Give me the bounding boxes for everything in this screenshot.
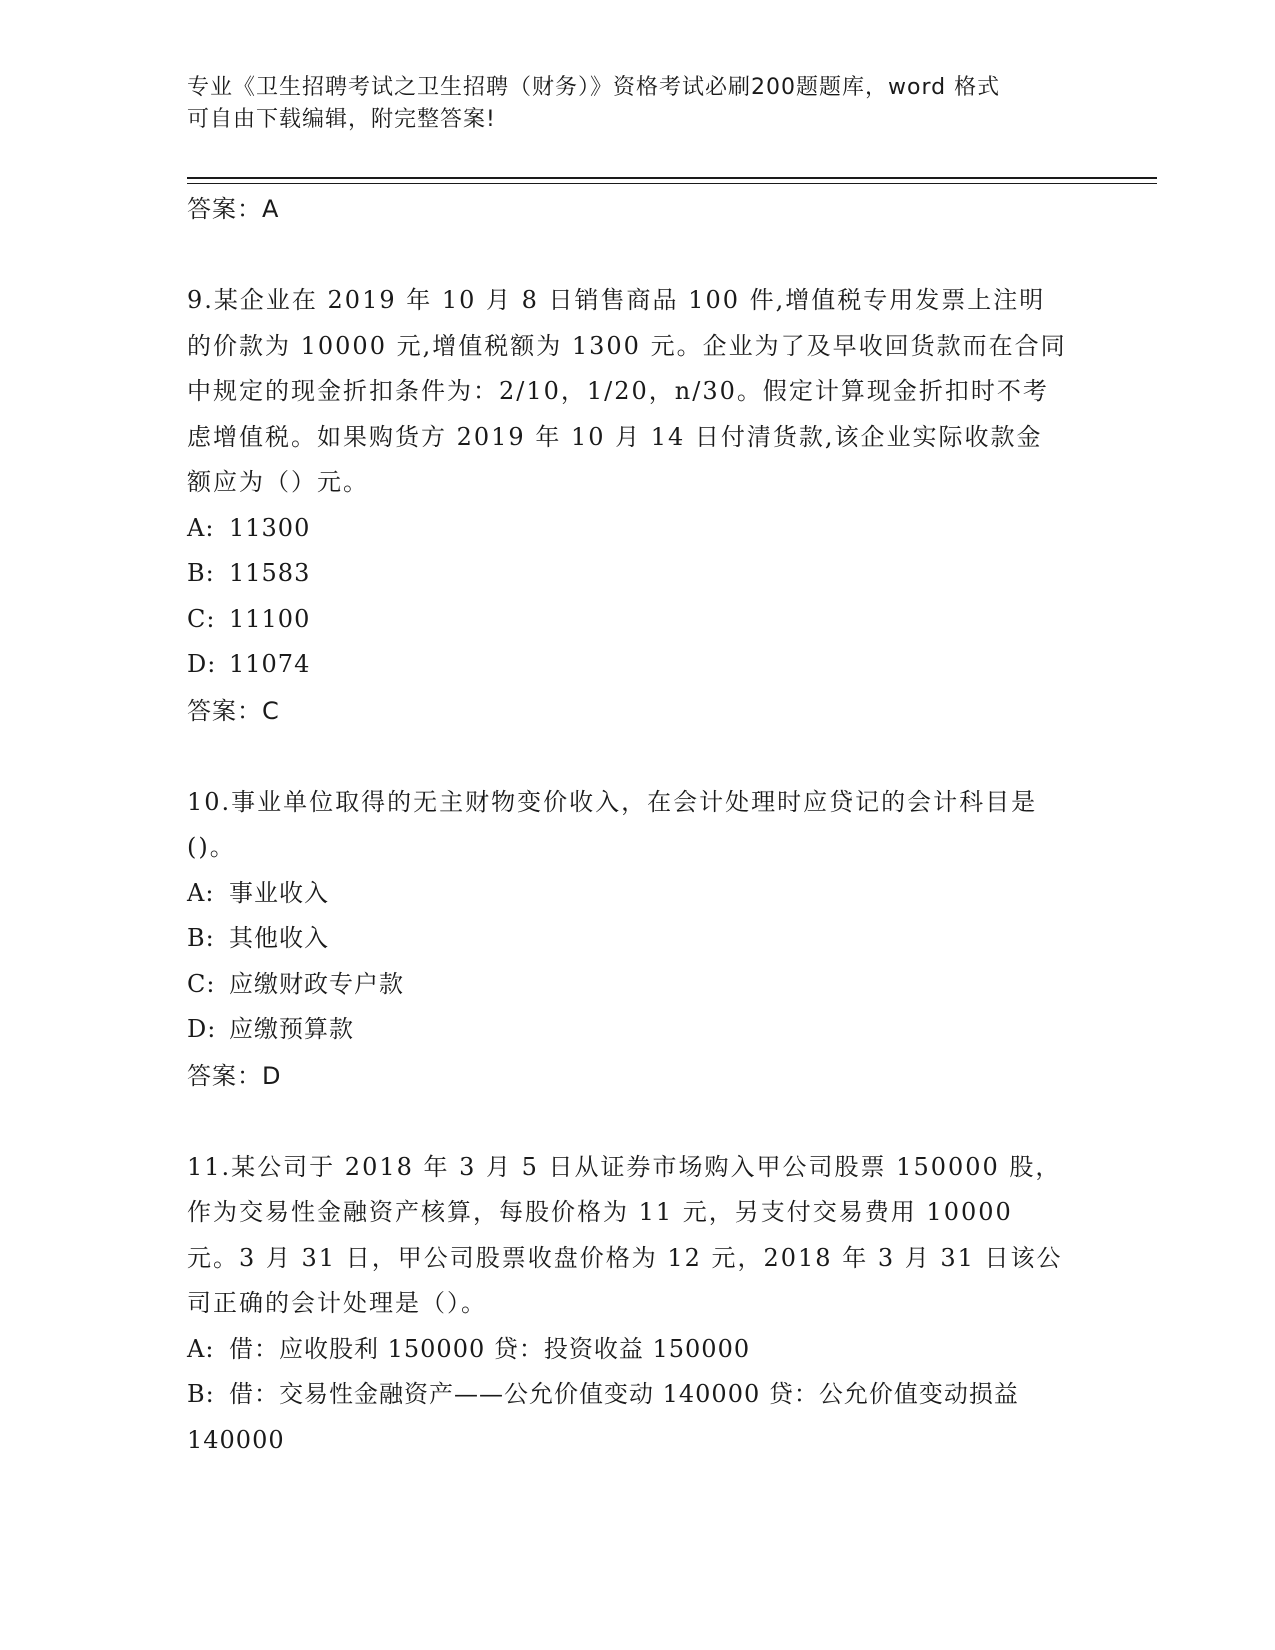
question-text: 11.某公司于 2018 年 3 月 5 日从证券市场购入甲公司股票 150000 股，作为交易性金融资产核算，每股价格为 11 元，另支付交易费用 10000 元。3 月 31 日，甲公司股票收盘价格为 12 元，2018 年 3 月 31 日该公司正确的会计处理是（）。 (187, 1152, 1063, 1317)
answer-value: D (262, 1061, 282, 1090)
option-text: 其他收入 (229, 924, 329, 952)
option-a (187, 506, 1067, 552)
option-text: 借：交易性金融资产——公允价值变动 140000 贷：公允价值变动损益 140000 (187, 1380, 1019, 1454)
option-letter: B: (187, 559, 215, 587)
option-d (187, 1007, 1067, 1053)
option-text: 11100 (229, 604, 311, 633)
question-9 (187, 278, 1067, 734)
option-c (187, 962, 1067, 1008)
question-11 (187, 1145, 1067, 1464)
option-letter: A: (187, 1334, 215, 1363)
answer-line (187, 186, 1067, 232)
header-line-1: 专业《卫生招聘考试之卫生招聘（财务）》资格考试必刷200题题库，word 格式 (187, 75, 1001, 100)
header-line-2: 可自由下载编辑，附完整答案! (187, 107, 496, 132)
question-10 (187, 780, 1067, 1099)
option-text: 借：应收股利 150000 贷：投资收益 150000 (229, 1334, 751, 1363)
option-b (187, 916, 1067, 962)
option-a (187, 871, 1067, 917)
option-letter: D: (187, 650, 217, 678)
answer-label: 答案： (187, 696, 262, 725)
answer-label: 答案： (187, 1061, 262, 1090)
option-d (187, 642, 1067, 688)
document-header (187, 72, 1067, 136)
option-letter: C: (187, 969, 216, 998)
option-text: 11074 (229, 650, 311, 678)
option-letter: A: (187, 513, 215, 542)
answer-value: C (262, 696, 280, 725)
option-letter: D: (187, 1015, 217, 1043)
option-text: 11583 (229, 559, 311, 587)
option-text: 应缴预算款 (229, 1015, 354, 1043)
document-content (187, 186, 1067, 1463)
option-text: 事业收入 (229, 878, 329, 907)
header-divider-thick (187, 177, 1157, 179)
answer-label: 答案： (187, 195, 262, 223)
answer-line (187, 1053, 1067, 1099)
option-c (187, 597, 1067, 643)
option-letter: A: (187, 878, 215, 907)
question-text: 10.事业单位取得的无主财物变价收入，在会计处理时应贷记的会计科目是()。 (187, 787, 1038, 861)
answer-value: A (262, 195, 280, 223)
option-letter: B: (187, 1380, 215, 1408)
question-text: 9.某企业在 2019 年 10 月 8 日销售商品 100 件,增值税专用发票上注明的价款为 10000 元,增值税额为 1300 元。企业为了及早收回货款而在合同中规定的现金折扣条件为：2/10，1/20，n/30。假定计算现金折扣时不考虑增值税。如果购货方 2019 年 10 月 14 日付清货款,该企业实际收款金额应为（）元。 (187, 286, 1067, 496)
option-a (187, 1327, 1067, 1373)
option-text: 应缴财政专户款 (229, 969, 404, 998)
answer-line (187, 688, 1067, 734)
header-divider-thin (187, 183, 1157, 184)
option-b (187, 551, 1067, 597)
option-text: 11300 (229, 513, 311, 542)
option-letter: B: (187, 924, 215, 952)
option-letter: C: (187, 604, 216, 633)
option-b (187, 1372, 1067, 1463)
